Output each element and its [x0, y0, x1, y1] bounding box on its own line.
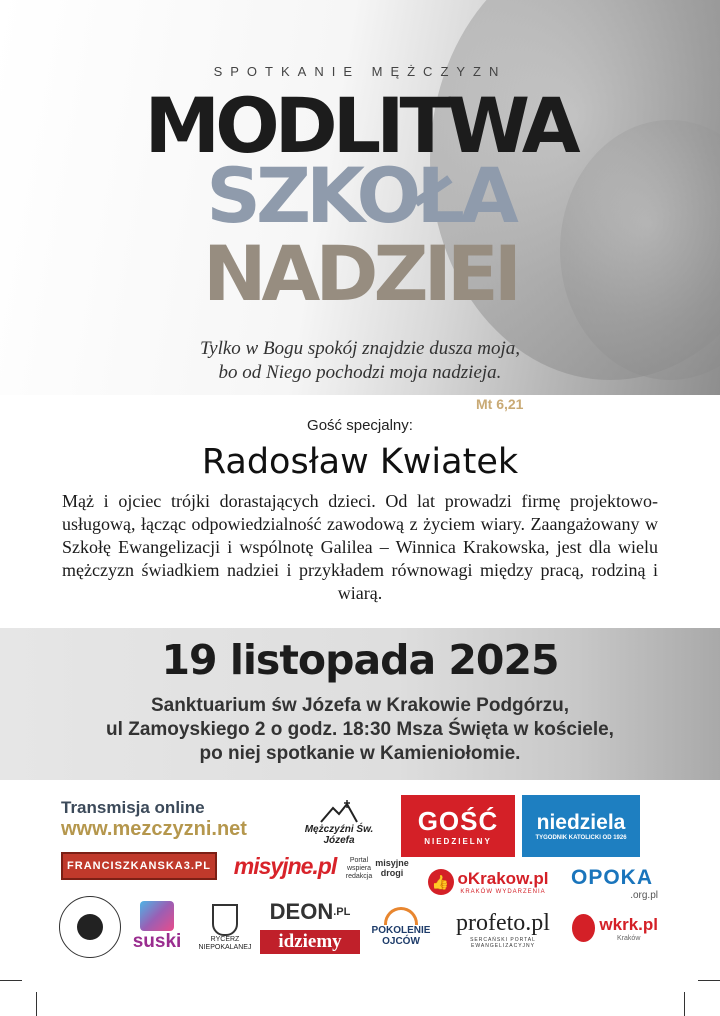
suski-text: suski — [132, 931, 182, 952]
title-line-modlitwa: MODLITWA — [144, 81, 576, 170]
suski-logo — [128, 896, 186, 958]
gosc-sub-text: NIEDZIELNY — [424, 837, 492, 846]
wkrk-sub-text: Kraków — [617, 934, 641, 942]
quote-line: bo od Niego pochodzi moja nadzieja. — [218, 362, 502, 383]
guest-label: Gość specjalny: — [307, 417, 413, 434]
mezczyzni-logo-text: Mężczyźni Św. Józefa — [304, 824, 374, 846]
profeto-text: profeto.pl — [456, 909, 550, 936]
guest-name: Radosław Kwiatek — [201, 442, 519, 482]
deon-logo — [260, 898, 360, 926]
wkrk-logo — [572, 908, 658, 948]
okrakow-logo — [418, 865, 558, 899]
crop-mark — [684, 992, 685, 1016]
niedziela-text: niedziela — [536, 811, 626, 834]
quote-reference: Mt 6,21 — [476, 396, 524, 412]
niedziela-logo — [522, 795, 640, 857]
deon-text: DEON — [269, 899, 334, 924]
opoka-logo — [566, 862, 658, 904]
pokolenie-ojcow-logo — [368, 896, 434, 958]
thumbs-up-icon: 👍 — [428, 869, 454, 895]
event-date: 19 listopada 2025 — [161, 636, 559, 684]
pokolenie-text: POKOLENIE OJCÓW — [371, 925, 431, 947]
crop-mark — [36, 992, 37, 1016]
profeto-sub-text: SERCAŃSKI PORTAL EWANGELIZACYJNY — [470, 936, 536, 949]
quote-line: Tylko w Bogu spokój znajdzie dusza moja, — [199, 338, 520, 359]
niedziela-sub-text: TYGODNIK KATOLICKI OD 1926 — [535, 835, 627, 841]
sun-icon — [384, 907, 418, 925]
opoka-sub-text: .org.pl — [630, 889, 658, 901]
guest-bio: Mąż i ojciec trójki dorastających dzieci. Od lat prowadzi firmę projektowo-usługową, łącząc odpowiedzialność zawodową z życiem wiary. Zaangażowany w Szkołę Ewangelizacji i wspólnotę Galilea – Winnica Krakowska, jest dla wielu mężczyzn świadkiem nadziei i przykładem równowagi między pracą, rodziną i wiarą. — [62, 491, 658, 603]
event-subtitle: SPOTKANIE MĘŻCZYZN — [213, 64, 507, 79]
franciszkanska-logo — [61, 852, 217, 880]
radio-jasna-gora-logo — [59, 896, 121, 958]
crop-mark — [0, 980, 22, 981]
portal-supports-text: Portal wspiera redakcja — [345, 857, 373, 880]
venue-line: po niej spotkanie w Kamieniołomie. — [199, 743, 521, 764]
event-venue — [0, 694, 720, 766]
franciszkanska-text: FRANCISZKANSKA3.PL — [67, 860, 211, 872]
rycerz-text: RYCERZ NIEPOKALANEJ — [198, 936, 252, 951]
cube-icon — [140, 901, 174, 931]
crest-icon — [212, 904, 238, 936]
okrakow-text: oKrakow.pl — [457, 869, 549, 888]
profeto-logo — [444, 908, 562, 950]
misyjne-logo: misyjne.pl — [233, 852, 337, 879]
title-line-szkola: SZKOŁA — [206, 151, 514, 240]
scripture-quote — [0, 337, 720, 385]
mezczyzni-logo — [296, 797, 382, 849]
venue-line: Sanktuarium św Józefa w Krakowie Podgórzu, — [150, 695, 570, 716]
stream-link[interactable]: www.mezczyzni.net — [61, 818, 247, 840]
mountain-cross-icon — [319, 800, 359, 824]
wkrk-text: wkrk.pl — [599, 914, 658, 934]
gosc-niedzielny-logo — [401, 795, 515, 857]
okrakow-sub-text: KRAKÓW WYDARZENIA — [460, 889, 546, 895]
venue-line: ul Zamoyskiego 2 o godz. 18:30 Msza Święta w kościele, — [106, 719, 614, 740]
misyjne-drogi-logo: misyjne drogi — [375, 858, 409, 878]
stream-label: Transmisja online — [61, 798, 205, 817]
radio-wave-icon — [572, 914, 595, 942]
radio-emblem-icon — [77, 914, 103, 940]
title-line-nadziei: NADZIEI — [202, 229, 518, 318]
idziemy-logo: idziemy — [260, 930, 360, 954]
crop-mark — [698, 980, 720, 981]
opoka-text: OPOKA — [570, 865, 653, 889]
deon-pl-text: .PL — [333, 906, 351, 918]
gosc-text: GOŚĆ — [417, 806, 499, 836]
rycerz-niepokalanej-logo — [196, 898, 254, 958]
